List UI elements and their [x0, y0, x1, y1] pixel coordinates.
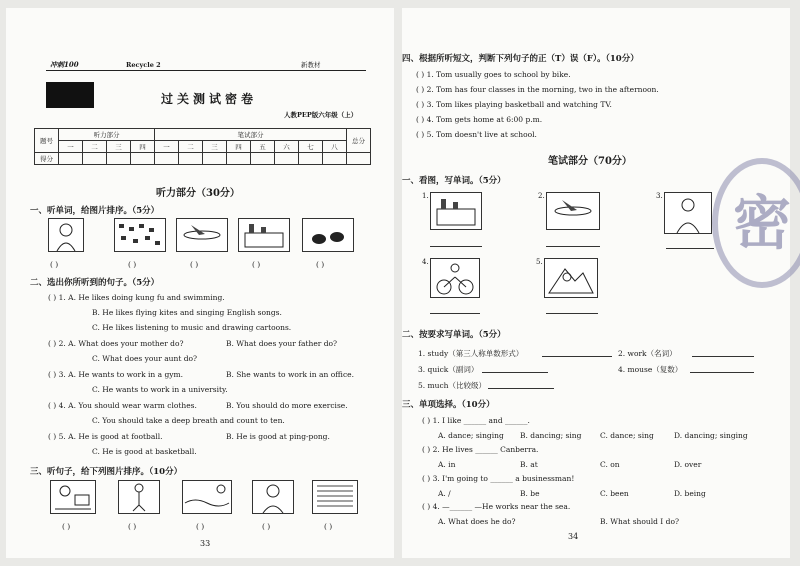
w3-q4-stem: ( ) 4. —______ —He works near the sea. — [422, 502, 571, 511]
s4-item: ( ) 2. Tom has four classes in the morning, two in the afternoon. — [416, 85, 659, 94]
s2-q2-c: C. What does your aunt do? — [92, 354, 198, 363]
w2-heading: 二、按要求写单词。（5分） — [402, 330, 506, 340]
score-cell[interactable] — [323, 153, 347, 165]
s2-q3-c: C. He wants to work in a university. — [92, 385, 228, 394]
answer-line[interactable] — [542, 356, 612, 357]
w1-num: 1. — [422, 192, 429, 200]
score-cell[interactable] — [59, 153, 83, 165]
w3-q3-stem: ( ) 3. I'm going to ______ a businessman! — [422, 474, 575, 483]
header-black-block — [46, 82, 94, 108]
s2-q4-a: ( ) 4. A. You should wear warm clothes. — [48, 401, 197, 410]
w1-num: 5. — [536, 258, 543, 266]
score-cell[interactable] — [251, 153, 275, 165]
score-col: 八 — [323, 141, 347, 153]
s2-q3-b: B. She wants to work in an office. — [226, 370, 354, 379]
recycle-label: Recycle 2 — [126, 61, 161, 69]
answer-line[interactable] — [546, 313, 598, 314]
w1-num: 2. — [538, 192, 545, 200]
w3-q1-opt: D. dancing; singing — [674, 431, 748, 440]
w3-q1-opt: B. dancing; sing — [520, 431, 582, 440]
score-cell[interactable] — [179, 153, 203, 165]
score-col: 二 — [179, 141, 203, 153]
bike-picture — [430, 258, 480, 298]
score-cell[interactable] — [107, 153, 131, 165]
s2-q1-c: C. He likes listening to music and drawing cartoons. — [92, 323, 292, 332]
beach-picture — [182, 480, 232, 514]
s2-q1-b: B. He likes flying kites and singing English songs. — [92, 308, 282, 317]
answer-paren[interactable]: ( ) — [316, 260, 325, 269]
thinking-boy-picture — [252, 480, 294, 514]
score-table-listening: 听力部分 — [59, 129, 155, 141]
score-cell[interactable] — [275, 153, 299, 165]
s2-q5-c: C. He is good at basketball. — [92, 447, 197, 456]
score-cell[interactable] — [227, 153, 251, 165]
score-cell[interactable] — [83, 153, 107, 165]
s4-item: ( ) 3. Tom likes playing basketball and watching TV. — [416, 100, 612, 109]
page-number: 34 — [568, 532, 579, 541]
w2-item: 4. mouse（复数） — [618, 365, 683, 374]
score-cell[interactable] — [155, 153, 179, 165]
right-page — [402, 8, 790, 558]
s4-item: ( ) 5. Tom doesn't live at school. — [416, 130, 537, 139]
score-table-writing: 笔试部分 — [155, 129, 347, 141]
s2-q4-b: B. You should do more exercise. — [226, 401, 348, 410]
answer-paren[interactable]: ( ) — [128, 522, 137, 531]
answer-paren[interactable]: ( ) — [324, 522, 333, 531]
mice-picture — [302, 218, 354, 252]
w3-q3-opt: C. been — [600, 489, 629, 498]
writing-heading: 笔试部分（70分） — [548, 156, 632, 167]
score-cell[interactable] — [347, 153, 371, 165]
score-col: 三 — [107, 141, 131, 153]
office-picture — [50, 480, 96, 514]
score-table-defen: 得分 — [35, 153, 59, 165]
score-col: 四 — [227, 141, 251, 153]
score-cell[interactable] — [299, 153, 323, 165]
factory-picture — [430, 192, 482, 230]
s2-q4-c: C. You should take a deep breath and count to ten. — [92, 416, 285, 425]
w3-q1-opt: C. dance; sing — [600, 431, 654, 440]
answer-paren[interactable]: ( ) — [128, 260, 137, 269]
score-col: 六 — [275, 141, 299, 153]
newspaper-picture — [312, 480, 358, 514]
answer-paren[interactable]: ( ) — [190, 260, 199, 269]
score-col: 一 — [59, 141, 83, 153]
s2-q5-b: B. He is good at ping-pong. — [226, 432, 330, 441]
w1-heading: 一、看图，写单词。（5分） — [402, 176, 506, 186]
girl-picture — [48, 218, 84, 252]
w3-q2-opt: D. over — [674, 460, 702, 469]
s2-q5-a: ( ) 5. A. He is good at football. — [48, 432, 163, 441]
answer-paren[interactable]: ( ) — [196, 522, 205, 531]
kites-picture — [114, 218, 166, 252]
w3-q2-opt: A. in — [438, 460, 456, 469]
man-picture — [118, 480, 160, 514]
man-picture — [664, 192, 712, 234]
w2-item: 3. quick（副词） — [418, 365, 479, 374]
w3-q1-opt: A. dance; singing — [438, 431, 504, 440]
answer-paren[interactable]: ( ) — [50, 260, 59, 269]
score-table — [34, 128, 371, 165]
w3-q4-opt: B. What should I do? — [600, 517, 679, 526]
score-col: 一 — [155, 141, 179, 153]
answer-line[interactable] — [692, 356, 754, 357]
w3-q2-opt: C. on — [600, 460, 620, 469]
page-number: 33 — [200, 539, 211, 548]
plane-picture — [546, 192, 600, 230]
answer-paren[interactable]: ( ) — [262, 522, 271, 531]
header-rule — [46, 70, 366, 78]
s2-q2-b: B. What does your father do? — [226, 339, 338, 348]
w3-heading: 三、单项选择。（10分） — [402, 400, 495, 410]
answer-line[interactable] — [430, 313, 480, 314]
section3-heading: 三、听句子，给下列图片排序。（10分） — [30, 467, 183, 477]
left-page — [6, 8, 394, 558]
section1-heading: 一、听单词，给图片排序。（5分） — [30, 206, 160, 216]
confidential-stamp: 密 — [712, 158, 800, 288]
s4-item: ( ) 1. Tom usually goes to school by bike. — [416, 70, 571, 79]
score-col: 五 — [251, 141, 275, 153]
answer-line[interactable] — [430, 246, 482, 247]
w2-item: 2. work（名词） — [618, 349, 677, 358]
factory-picture — [238, 218, 290, 252]
answer-paren[interactable]: ( ) — [62, 522, 71, 531]
w2-item: 5. much（比较级） — [418, 381, 487, 390]
listening-heading: 听力部分（30分） — [156, 188, 240, 199]
w3-q1-stem: ( ) 1. I like ______ and ______. — [422, 416, 530, 425]
w3-q3-opt: D. being — [674, 489, 706, 498]
w1-num: 3. — [656, 192, 663, 200]
answer-line[interactable] — [666, 248, 714, 249]
score-col: 二 — [83, 141, 107, 153]
s2-q1-a: ( ) 1. A. He likes doing kung fu and swimming. — [48, 293, 225, 302]
s2-q2-a: ( ) 2. A. What does your mother do? — [48, 339, 184, 348]
w2-item: 1. study（第三人称单数形式） — [418, 349, 524, 358]
score-table-tihao: 题号 — [35, 129, 59, 153]
w3-q2-stem: ( ) 2. He lives ______ Canberra. — [422, 445, 539, 454]
score-col: 三 — [203, 141, 227, 153]
s4-item: ( ) 4. Tom gets home at 6:00 p.m. — [416, 115, 543, 124]
section2-heading: 二、选出你所听到的句子。（5分） — [30, 278, 160, 288]
mountain-picture — [544, 258, 598, 298]
score-cell[interactable] — [203, 153, 227, 165]
answer-line[interactable] — [690, 372, 754, 373]
w1-num: 4. — [422, 258, 429, 266]
score-cell[interactable] — [131, 153, 155, 165]
s2-q3-a: ( ) 3. A. He wants to work in a gym. — [48, 370, 184, 379]
w3-q3-opt: A. / — [438, 489, 451, 498]
w3-q2-opt: B. at — [520, 460, 538, 469]
w3-q4-opt: A. What does he do? — [438, 517, 516, 526]
score-col: 七 — [299, 141, 323, 153]
brand-label: 冲刺100 — [50, 60, 79, 69]
answer-line[interactable] — [488, 388, 554, 389]
score-col: 四 — [131, 141, 155, 153]
answer-line[interactable] — [546, 246, 600, 247]
grade-label: 人教PEP版六年级（上） — [284, 111, 358, 119]
exam-title: 过关测试密卷 — [161, 92, 258, 106]
score-table-total: 总分 — [347, 129, 371, 153]
answer-paren[interactable]: ( ) — [252, 260, 261, 269]
w3-q3-opt: B. be — [520, 489, 540, 498]
edition-label: 新教材 — [301, 61, 321, 69]
answer-line[interactable] — [482, 372, 548, 373]
plane-picture — [176, 218, 228, 252]
section4-heading: 四、根据所听短文，判断下列句子的正（T）误（F）。（10分） — [402, 54, 639, 64]
